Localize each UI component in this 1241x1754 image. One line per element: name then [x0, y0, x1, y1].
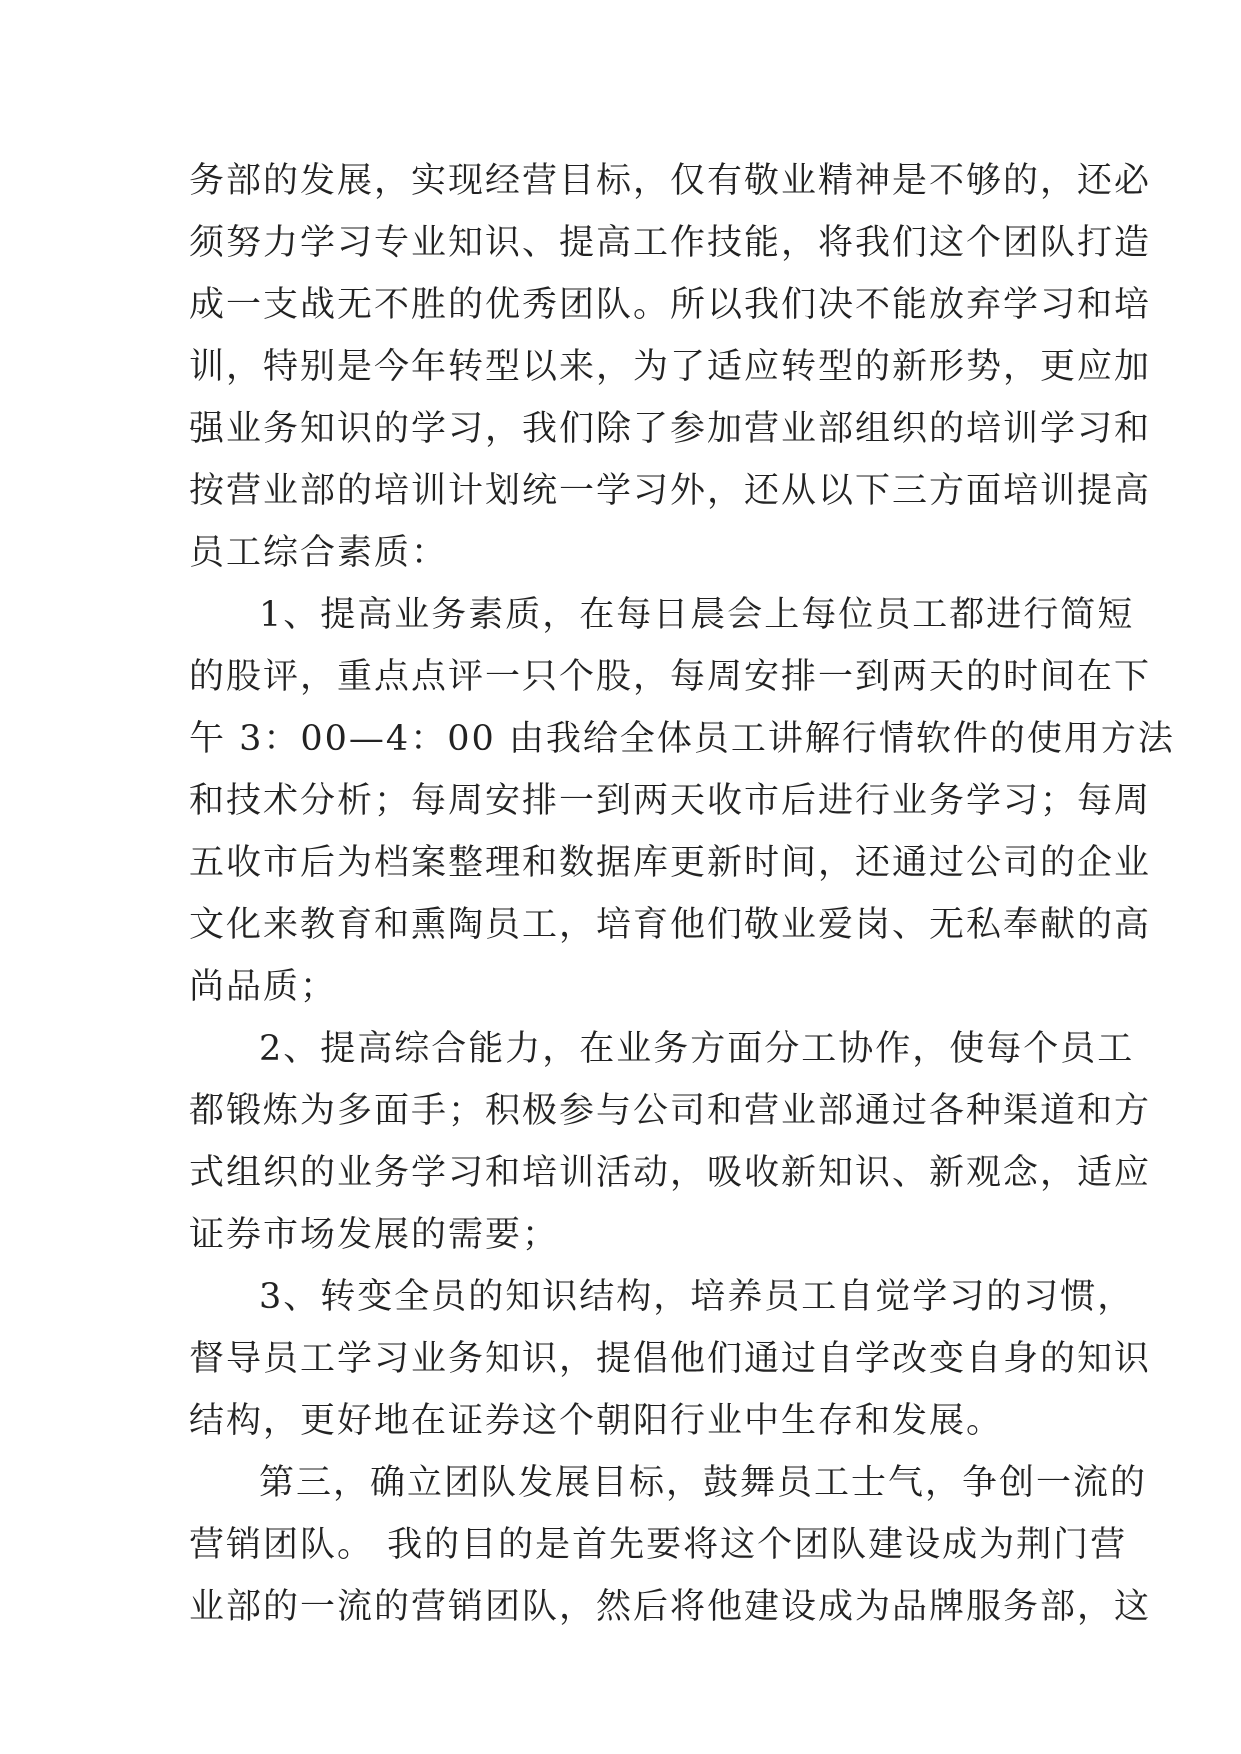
text-line: 式组织的业务学习和培训活动，吸收新知识、新观念，适应	[189, 1153, 1152, 1193]
text-line: 业部的一流的营销团队，然后将他建设成为品牌服务部，这	[189, 1587, 1152, 1627]
text-line: 须努力学习专业知识、提高工作技能，将我们这个团队打造	[189, 223, 1152, 263]
text-line: 务部的发展，实现经营目标，仅有敬业精神是不够的，还必	[189, 161, 1152, 201]
text-line: 结构，更好地在证券这个朝阳行业中生存和发展。	[189, 1401, 1004, 1441]
text-line: 文化来教育和熏陶员工，培育他们敬业爱岗、无私奉献的高	[189, 905, 1152, 945]
paragraph-item-1-start: 1、提高业务素质，在每日晨会上每位员工都进行简短	[259, 595, 1135, 635]
text-line: 证券市场发展的需要；	[189, 1215, 560, 1255]
paragraph-item-3-start: 3、转变全员的知识结构，培养员工自觉学习的习惯，	[259, 1277, 1135, 1317]
text-line: 的股评，重点点评一只个股，每周安排一到两天的时间在下	[189, 657, 1152, 697]
text-line: 训，特别是今年转型以来，为了适应转型的新形势，更应加	[189, 347, 1152, 387]
text-line: 五收市后为档案整理和数据库更新时间，还通过公司的企业	[189, 843, 1152, 883]
text-line: 督导员工学习业务知识，提倡他们通过自学改变自身的知识	[189, 1339, 1152, 1379]
text-line: 成一支战无不胜的优秀团队。所以我们决不能放弃学习和培	[189, 285, 1152, 325]
text-line: 都锻炼为多面手；积极参与公司和营业部通过各种渠道和方	[189, 1091, 1152, 1131]
text-line: 员工综合素质：	[189, 533, 449, 573]
text-line: 尚品质；	[189, 967, 338, 1007]
text-line: 强业务知识的学习，我们除了参加营业部组织的培训学习和	[189, 409, 1152, 449]
text-line: 和技术分析；每周安排一到两天收市后进行业务学习；每周	[189, 781, 1152, 821]
text-line: 午 3：00—4：00 由我给全体员工讲解行情软件的使用方法	[189, 719, 1175, 759]
paragraph-item-2-start: 2、提高综合能力，在业务方面分工协作，使每个员工	[259, 1029, 1135, 1069]
text-line: 营销团队。 我的目的是首先要将这个团队建设成为荆门营	[189, 1525, 1128, 1565]
paragraph-section-3-start: 第三，确立团队发展目标，鼓舞员工士气，争创一流的	[259, 1463, 1148, 1503]
body-text	[189, 150, 1175, 1638]
text-line: 按营业部的培训计划统一学习外，还从以下三方面培训提高	[189, 471, 1152, 511]
